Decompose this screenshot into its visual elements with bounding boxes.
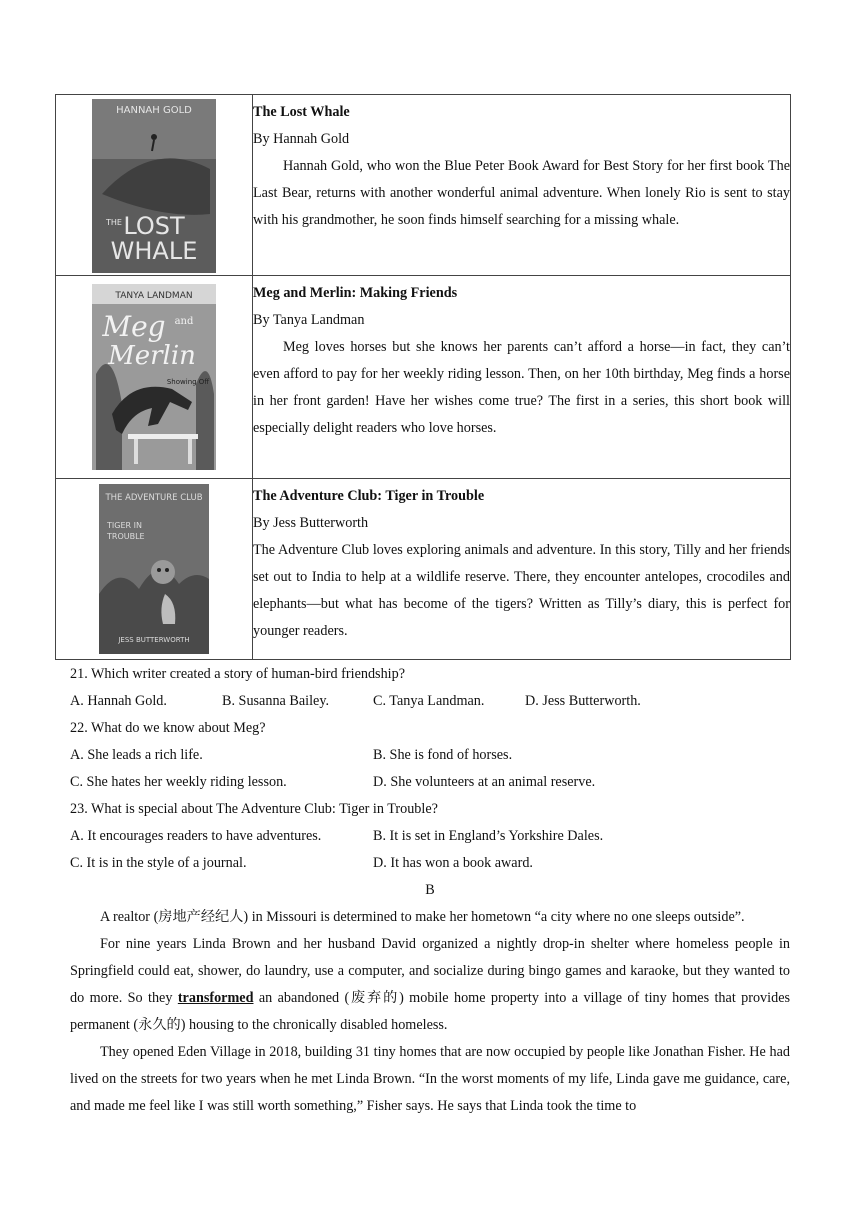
book-cover-meg-and-merlin [92,284,216,470]
cover-title-line-2: WHALE [110,237,198,265]
book-description: Hannah Gold, who won the Blue Peter Book Award for Best Story for her first book The Last Bear, returns with another wonderful animal adventure. When lonely Rio is sent to stay with his grandmother, he soon finds himself searching for a missing whale. [253,158,790,228]
passage-paragraph: They opened Eden Village in 2018, building 31 tiny homes that are now occupied by people like Jonathan Fisher. He had lived on the streets for two years when he met Linda Brown. “In the worst moments of my life, Linda gave me guidance, care, and made me feel like I was still worth something,” Fisher says. He says that Linda took the time to [70,1044,790,1114]
cover-title-line-2: Merlin [108,341,196,371]
book-cover-lost-whale [92,99,216,273]
cover-title-line-2: TROUBLE [107,532,145,541]
book-author: By Jess Butterworth [253,515,369,531]
cover-series-text: THE ADVENTURE CLUB [105,493,203,503]
answer-option: B. She is fond of horses. [373,747,513,763]
book-text-cell [253,479,791,660]
cover-cell [56,95,253,276]
cover-author-text: TANYA LANDMAN [115,291,193,301]
cover-author-text: JESS BUTTERWORTH [118,636,190,644]
answer-option: C. Tanya Landman. [373,693,485,709]
book-title: Meg and Merlin: Making Friends [253,285,458,301]
book-table [55,94,791,660]
book-text-cell [253,276,791,479]
book-title: The Lost Whale [253,104,350,120]
book-row [56,95,791,276]
answer-option: A. Hannah Gold. [70,693,167,709]
answer-option: A. She leads a rich life. [70,747,203,763]
book-row [56,276,791,479]
cover-subtitle: Showing Off [166,378,210,386]
answer-option: C. She hates her weekly riding lesson. [70,774,287,790]
book-row [56,479,791,660]
cover-cell [56,479,253,660]
cover-small-title: THE [106,218,122,227]
answer-option: D. Jess Butterworth. [525,693,641,709]
passage-paragraph: A realtor (房地产经纪人) in Missouri is determined to make her hometown “a city where no one sleeps outside”. [100,909,745,925]
book-author: By Tanya Landman [253,312,365,328]
answer-option: A. It encourages readers to have adventures. [70,828,322,844]
section-label: B [425,882,435,898]
passage-text: For nine years Linda Brown and her husband David organized a nightly drop-in shelter where homeless people in Springfield could eat, shower, do laundry, use a computer, and socialize during bingo games and karaoke, but they wanted to do more. So they [70,936,790,1006]
answer-option: B. Susanna Bailey. [222,693,330,709]
answer-option: B. It is set in England’s Yorkshire Dales. [373,828,604,844]
cover-small-title: and [174,316,194,327]
book-description: Meg loves horses but she knows her parents can’t afford a horse—in fact, they can’t even afford to pay for her weekly riding lesson. Then, on her 10th birthday, Meg finds a horse in her front garden! Have her wishes come true? The first in a series, this short book will especially delight readers who love horses. [253,339,790,436]
book-description: The Adventure Club loves exploring animals and adventure. In this story, Tilly and her friends set out to India to help at a wildlife reserve. There, they encounter antelopes, crocodiles and elephants—but what has become of the tigers? Written as Tilly’s diary, this is perfect for younger readers. [253,542,790,639]
cover-cell [56,276,253,479]
cover-title-line-1: TIGER IN [107,521,142,530]
book-title: The Adventure Club: Tiger in Trouble [253,488,485,504]
passage-keyword: transformed [177,990,254,1006]
passage-text: an abandoned (废弃的) mobile home property into a village of tiny homes that provides permanent (永久的) housing to the chronically disabled homeless. [70,990,791,1033]
cover-title-line-1: Meg [102,310,166,343]
passage-paragraph [70,931,790,1039]
book-text-cell [253,95,791,276]
question-stem: 22. What do we know about Meg? [70,720,266,736]
book-author: By Hannah Gold [253,131,350,147]
answer-option: D. She volunteers at an animal reserve. [373,774,596,790]
question-stem: 21. Which writer created a story of human-bird friendship? [70,666,405,682]
answer-option: C. It is in the style of a journal. [70,855,247,871]
answer-option: D. It has won a book award. [373,855,533,871]
question-stem: 23. What is special about The Adventure Club: Tiger in Trouble? [70,801,438,817]
book-cover-adventure-club [99,484,209,654]
cover-author-text: HANNAH GOLD [116,105,192,116]
cover-title-line-1: LOST [123,212,185,240]
